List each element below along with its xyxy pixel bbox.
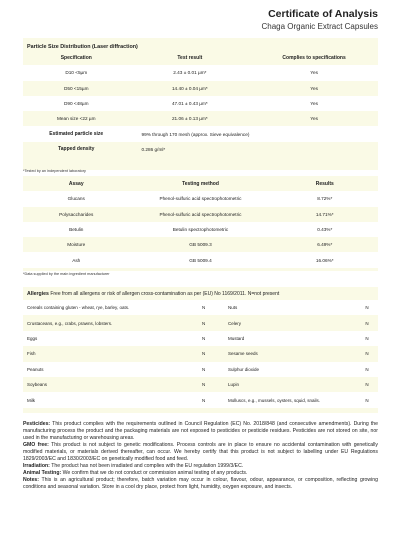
assay-result-cell: 0.43%* [317,227,333,233]
assay-cell: Moisture [67,242,86,248]
list-item [23,377,378,392]
product-name: Chaga Organic Extract Capsules [261,22,378,31]
note-text: We confirm that we do not conduct or commission animal testing of any products. [61,470,248,477]
allergen-right: Celery [228,320,242,326]
method-cell: Betulin spectrophotometric [172,227,229,233]
complies-cell: Yes [310,70,318,76]
col-complies: Complies to specifications [282,54,346,61]
note-label: Pesticides: [23,421,51,427]
list-item [23,362,378,377]
allergen-right: Sulphur dioxide [228,366,260,372]
table-row [23,65,378,80]
allergen-right-value: N [365,366,369,372]
allergens-header [23,287,378,300]
allergen-left: Soybeans [27,382,48,388]
assay-footnote: *Data supplied by the main ingredient manufacturer [23,272,110,276]
note-label: Animal Testing: [23,470,62,477]
allergen-left-value: N [202,397,206,403]
allergen-left-value: N [202,335,206,341]
col-testing-method: Testing method [182,180,219,187]
estimated-size-value: 99% through 170 mesh (approx. Sieve equivalence) [141,131,250,137]
allergen-left: Peanuts [27,366,44,372]
allergen-right-value: N [365,335,369,341]
compliance-notes [23,421,378,491]
list-item [23,300,378,315]
allergen-left-value: N [202,382,206,388]
tapped-density-row [23,142,378,157]
allergen-right: Sesame seeds [228,351,258,357]
allergen-right: Nuts [228,305,238,311]
allergen-left: Eggs [27,335,38,341]
table-row [23,191,378,206]
note-text: The product has not been irradiated and complies with the EU regulation 1999/3/EC. [49,463,244,470]
note-general [23,477,378,491]
allergens-statement: Free from all allergens or risk of allergen cross-contamination as per (EU) No 1169/2011. N=not present [50,291,280,297]
allergen-right-value: N [365,382,369,388]
spec-cell: D90 <48µm [64,101,89,107]
assay-result-cell: 6.49%* [317,242,333,248]
note-label: Notes: [23,477,39,484]
list-item [23,392,378,407]
col-specification: Specification [60,54,92,61]
table-row [23,237,378,252]
spec-cell: D50 <15µm [64,85,89,91]
table-row [23,81,378,96]
allergen-left: Milk [27,397,35,403]
particle-section-title: Particle Size Distribution (Laser diffraction) [27,44,138,50]
allergens-section [23,287,378,413]
method-cell: Phenol-sulfuric acid spectrophotometric [159,196,242,202]
col-assay: Assay [68,180,84,187]
note-text: This product complies with the requirements outlined in Council Regulation (EC) No. 2018/848 (and consecutive amendments). During the manufacturing process the product and the packaging materials are not exposed to pesticides or pesticide residues. Pesticides are not stored on site, nor used in the manufacturing or warehousing areas. [23,421,378,442]
table-row [23,111,378,126]
table-row [23,96,378,111]
note-pesticides [23,421,378,442]
note-label: GMO free: [23,442,49,449]
allergen-left: Fish [27,351,36,357]
allergen-left-value: N [202,305,206,311]
allergen-left-value: N [202,366,206,372]
allergens-title: Allergies [27,291,49,297]
result-cell: 14.40 ± 0.04 µm* [171,85,208,91]
assay-section [23,176,378,271]
particle-table [23,50,378,157]
col-test-result: Test result [177,54,203,61]
complies-cell: Yes [310,116,318,122]
assay-cell: Polysaccharides [59,211,94,217]
method-cell: GB 5009.4 [189,257,212,263]
note-animal-testing [23,470,378,477]
particle-footnote: *Tested by an independent laboratory [23,169,86,173]
col-results: Results [315,180,334,187]
note-irradiation [23,463,378,470]
complies-cell: Yes [310,101,318,107]
allergen-right: Mustard [228,335,245,341]
allergen-left-value: N [202,320,206,326]
note-text: This is an agricultural product; therefore, batch variation may occur in colour, flavour, odour, appearance, or composition, reflecting growing conditions and seasonal variation. Store in a cool dry place, protect from light, humidity, oxygen exposure, and insects. [23,477,378,491]
spec-cell: D10 <5µm [65,70,88,76]
table-row [23,207,378,222]
particle-header-row [23,50,378,65]
note-text: This product is not subject to genetic modifications. Process controls are in place to ensure no accidental contamination with genetically modified materials, or materials derived thereafter, can occur. We hereby certify that this product is not subject to labelling under EU Regulations 1829/2003/EC and 1830/2003/EC on genetically modified food and feed. [23,442,378,463]
method-cell: Phenol-sulfuric acid spectrophotometric [159,211,242,217]
allergen-left: Cereals containing gluten - wheat, rye, barley, oats. [27,305,130,311]
assay-result-cell: 14.71%* [315,211,334,217]
particle-size-section [23,38,378,170]
spec-cell: Mean size <22 µm [56,116,96,122]
estimated-size-label: Estimated particle size [49,131,104,138]
allergen-right: Molluscs, e.g., mussels, oysters, squid, snails. [228,397,321,403]
allergen-left-value: N [202,351,206,357]
assay-cell: Ash [72,257,81,263]
assay-table [23,176,378,268]
allergen-right-value: N [365,320,369,326]
result-cell: 2.43 ± 0.01 µm* [173,70,207,76]
complies-cell: Yes [310,85,318,91]
list-item [23,346,378,361]
allergen-right-value: N [365,351,369,357]
estimated-size-row [23,126,378,141]
table-row [23,252,378,267]
document-header [262,8,379,32]
result-cell: 47.01 ± 0.43 µm* [171,101,208,107]
list-item [23,331,378,346]
document-title: Certificate of Analysis [268,8,378,20]
assay-result-cell: 16.06%* [315,257,334,263]
assay-cell: Betulin [69,227,84,233]
tapped-density-label: Tapped density [58,146,95,153]
assay-cell: Glucans [67,196,85,202]
allergen-right: Lupin [228,382,240,388]
assay-header-row [23,176,378,191]
assay-result-cell: 8.72%* [317,196,333,202]
note-gmo [23,442,378,463]
allergen-left: Crustaceans, e.g., crabs, prawns, lobsters. [27,320,113,326]
result-cell: 21.06 ± 0.13 µm* [171,116,208,122]
table-row [23,222,378,237]
allergen-right-value: N [365,397,369,403]
method-cell: GB 5009.3 [189,242,212,248]
note-label: Irradiation: [23,463,50,470]
list-item [23,315,378,330]
tapped-density-value: 0.286 g/ml* [141,146,166,152]
allergen-right-value: N [365,305,369,311]
